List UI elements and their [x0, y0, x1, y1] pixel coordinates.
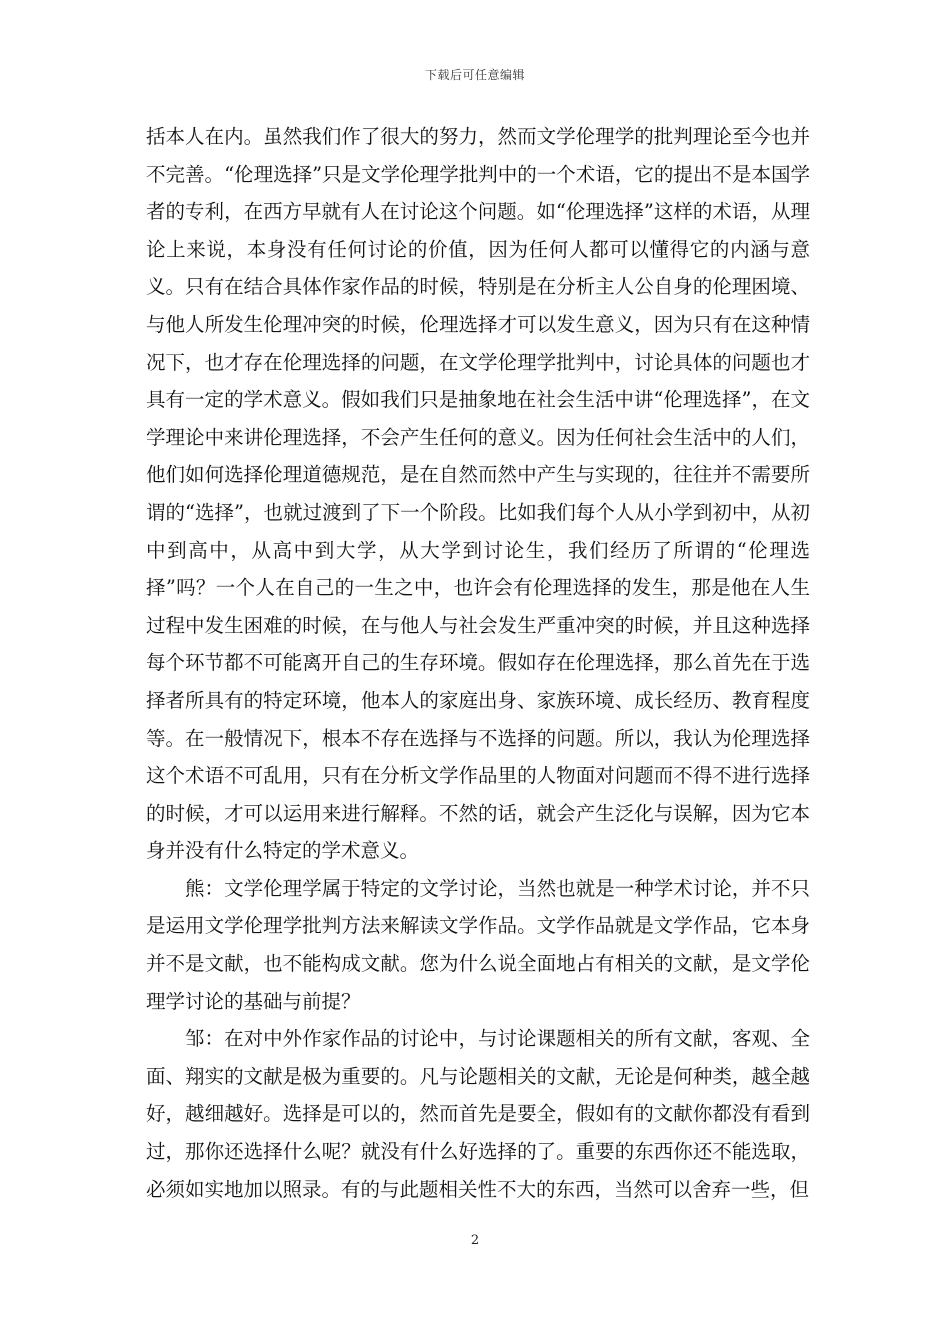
page-header: 下载后可任意编辑 — [424, 68, 525, 82]
page-number: 2 — [470, 1233, 480, 1248]
document-body — [146, 118, 810, 1208]
paragraph-1: 括本人在内。虽然我们作了很大的努力，然而文学伦理学的批判理论至今也并不完善。“伦理选择”只是文学伦理学批判中的一个术语，它的提出不是本国学者的专利，在西方早就有人在讨论这个问题。如“伦理选择”这样的术语，从理论上来说，本身没有任何讨论的价值，因为任何人都可以懂得它的内涵与意义。只有在结合具体作家作品的时候，特别是在分析主人公自身的伦理困境、与他人所发生伦理冲突的时候，伦理选择才可以发生意义，因为只有在这种情况下，也才存在伦理选择的问题，在文学伦理学批判中，讨论具体的问题也才具有一定的学术意义。假如我们只是抽象地在社会生活中讲“伦理选择”，在文学理论中来讲伦理选择，不会产生任何的意义。因为任何社会生活中的人们，他们如何选择伦理道德规范，是在自然而然中产生与实现的，往往并不需要所谓的“选择”，也就过渡到了下一个阶段。比如我们每个人从小学到初中，从初中到高中，从高中到大学，从大学到讨论生，我们经历了所谓的“伦理选择”吗？一个人在自己的一生之中，也许会有伦理选择的发生，那是他在人生过程中发生困难的时候，在与他人与社会发生严重冲突的时候，并且这种选择每个环节都不可能离开自己的生存环境。假如存在伦理选择，那么首先在于选择者所具有的特定环境，他本人的家庭出身、家族环境、成长经历、教育程度等。在一般情况下，根本不存在选择与不选择的问题。所以，我认为伦理选择这个术语不可乱用，只有在分析文学作品里的人物面对问题而不得不进行选择的时候，才可以运用来进行解释。不然的话，就会产生泛化与误解，因为它本身并没有什么特定的学术意义。 — [146, 125, 810, 863]
paragraph-2: 熊：文学伦理学属于特定的文学讨论，当然也就是一种学术讨论，并不只是运用文学伦理学批判方法来解读文学作品。文学作品就是文学作品，它本身并不是文献，也不能构成文献。您为什么说全面地占有相关的文献，是文学伦理学讨论的基础与前提？ — [146, 876, 810, 1013]
paragraph-3: 邹：在对中外作家作品的讨论中，与讨论课题相关的所有文献，客观、全面、翔实的文献是极为重要的。凡与论题相关的文献，无论是何种类，越全越好，越细越好。选择是可以的，然而首先是要全，假如有的文献你都没有看到过，那你还选择什么呢？就没有什么好选择的了。重要的东西你还不能选取，必须如实地加以照录。有的与此题相关性不大的东西，当然可以舍弃一些，但 — [146, 1027, 810, 1201]
